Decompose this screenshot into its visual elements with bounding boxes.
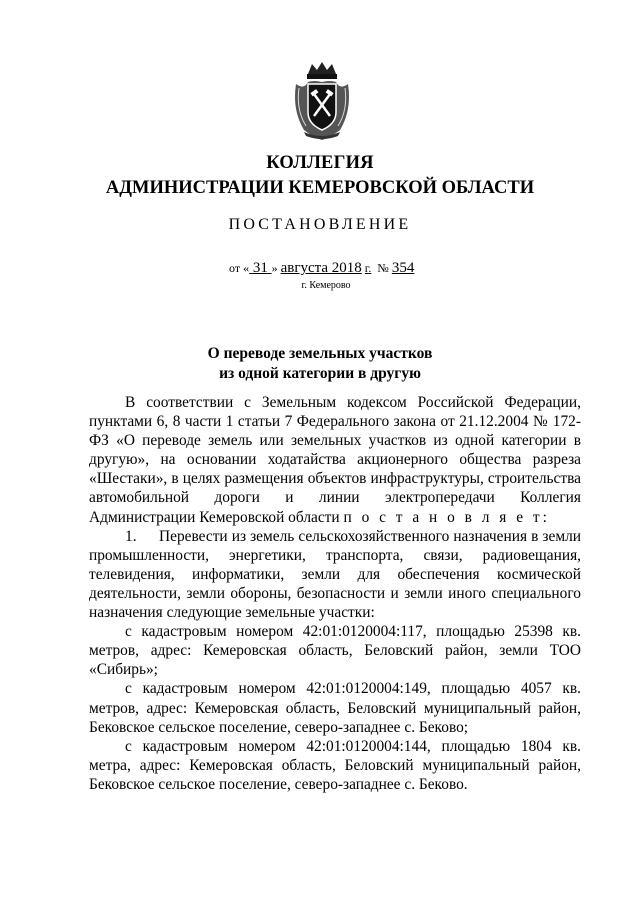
item-1-text: Перевести из земель сельскохозяйственного назначения в земли промышленности, энергетики, транспорта, связи, радиовещания, телевидения, информатики, земли для обеспечения космической деятельности, земли обороны, безопасности и земли иного специального назначения следующие земельные участки:: [89, 527, 581, 622]
date-year-suffix: г.: [364, 261, 372, 275]
document-title: [0, 344, 640, 384]
plot-paragraph: с кадастровым номером 42:01:0120004:144, площадью 1804 кв. метра, адрес: Кемеровская область, Беловский муниципальный район, Бековское сельское поселение, северо-западнее с. Беково.: [89, 737, 581, 793]
document-body: [89, 393, 581, 794]
document-type: ПОСТАНОВЛЕНИЕ: [228, 216, 412, 233]
document-number: 354: [391, 260, 415, 276]
title-line1: О переводе земельных участков: [207, 345, 433, 362]
org-title-line1: КОЛЛЕГИЯ: [266, 153, 374, 173]
coat-of-arms-emblem: [290, 60, 354, 142]
preamble-text: В соответствии с Земельным кодексом Российской Федерации, пунктами 6, 8 части 1 статьи 7 Федерального закона от 21.12.2004 № 172-ФЗ «О переводе земель или земельных участков из одной категории в другую», на основании ходатайства акционерного общества разреза «Шестаки», в целях размещения объектов инфраструктуры, строительства автомобильной дороги и линии электропередачи Коллегия Администрации Кемеровской области: [89, 394, 581, 526]
resolves-word: п о с т а н о в л я е т:: [343, 508, 550, 526]
date-quote-close: »: [271, 261, 278, 275]
item-1-paragraph: [89, 527, 581, 622]
date-day: 31: [252, 260, 268, 276]
org-title-line2: АДМИНИСТРАЦИИ КЕМЕРОВСКОЙ ОБЛАСТИ: [105, 178, 535, 198]
preamble-paragraph: [89, 393, 581, 527]
issue-place: г. Кемерово: [301, 280, 351, 291]
date-prefix: от «: [229, 261, 250, 275]
item-1-number: 1.: [125, 527, 137, 545]
plot-paragraph: с кадастровым номером 42:01:0120004:117, площадью 25398 кв. метров, адрес: Кемеровская область, Беловский район, земли ТОО «Сибирь»;: [89, 623, 581, 679]
plot-paragraph: с кадастровым номером 42:01:0120004:149, площадью 4057 кв. метров, адрес: Кемеровская область, Беловский муниципальный район, Бековское сельское поселение, северо-западнее с. Беково;: [89, 680, 581, 736]
date-number-line: [229, 260, 414, 277]
title-line2: из одной категории в другую: [219, 365, 421, 382]
number-prefix: №: [377, 261, 389, 275]
date-month-year: августа 2018: [280, 260, 362, 276]
